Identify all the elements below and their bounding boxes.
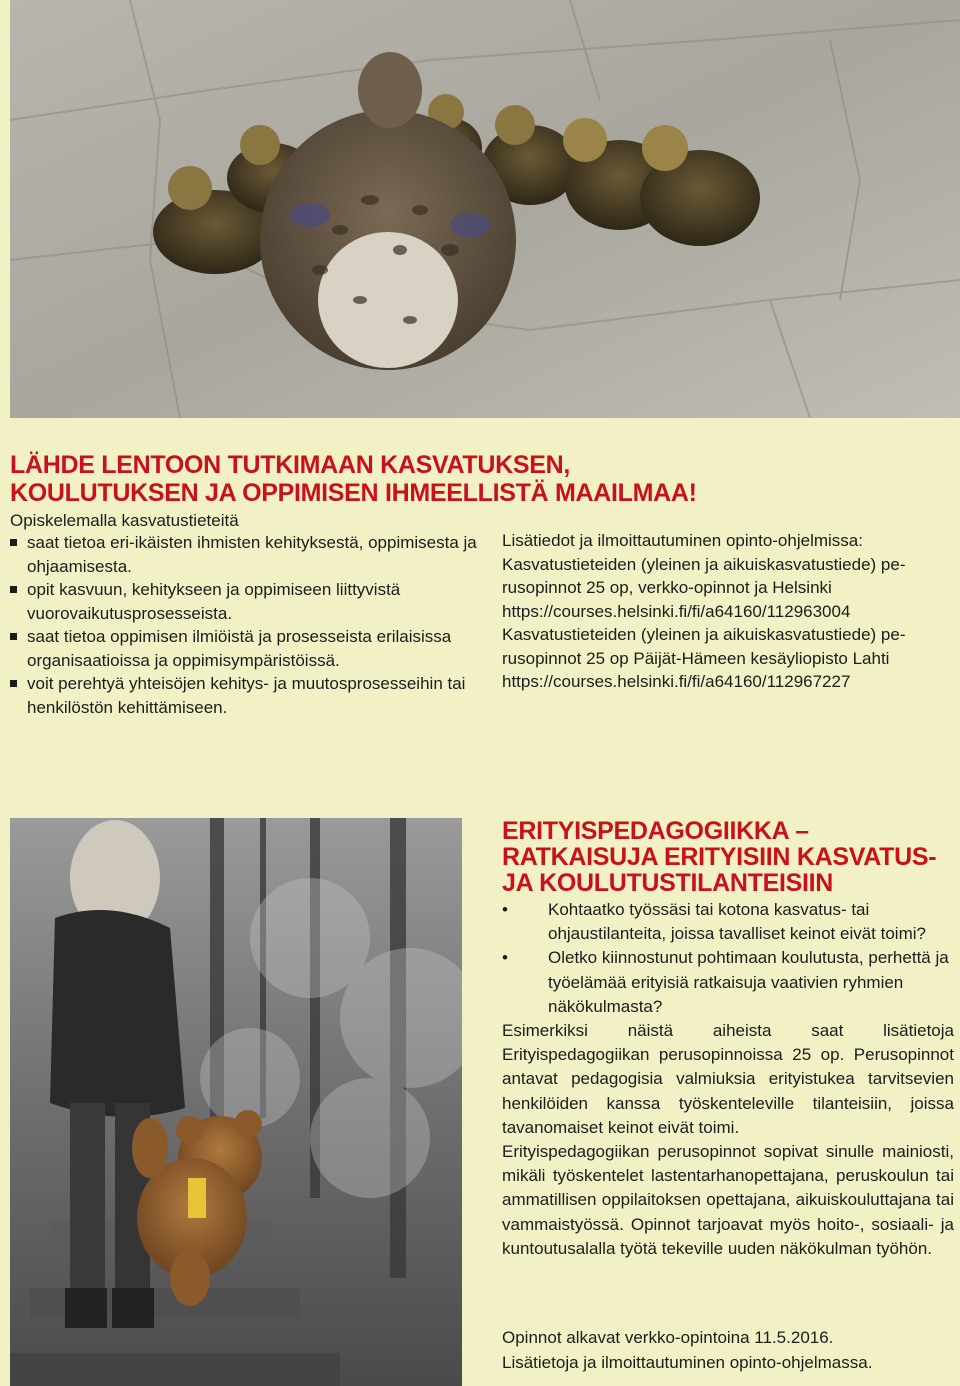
study-benefits-list bbox=[10, 531, 480, 719]
paragraph: Erityispedagogiikan perusopinnot sopivat sinulle mainiosti, mikäli työskentelet lastentarhanopettajana, peruskoulun tai ammatillisen oppilaitoksen opettajana, aikuiskouluttajana tai vammaistyössä. Opinnot tarjoavat myös hoito-, sosiaali- ja kuntoutusalalla työtä tekeville uuden näkökulman työhön. bbox=[502, 1142, 954, 1258]
info-line: Kasvatustieteiden (yleinen ja aikuiskasvatustiede) pe- bbox=[502, 554, 906, 574]
enrollment-info bbox=[502, 529, 960, 694]
info-line: rusopinnot 25 op, verkko-opinnot ja Helsinki bbox=[502, 578, 832, 597]
info-line: Lisätiedot ja ilmoittautuminen opinto-ohjelmissa: bbox=[502, 531, 863, 550]
heading-line: RATKAISUJA ERITYISIIN KASVATUS- bbox=[502, 843, 937, 871]
enrollment-line: Lisätietoja ja ilmoittautuminen opinto-ohjelmassa. bbox=[502, 1352, 873, 1372]
paragraph: Esimerkiksi näistä aiheista saat lisätietoja Erityispedagogiikan perusopinnoissa 25 op. Perusopinnot antavat pedagogisia valmiuksia erityistukea tarvitsevien henkilöiden kanssa työskenteleville tilanteisiin, joissa tavanomaiset keinot eivät toimi. bbox=[502, 1021, 954, 1137]
heading-line: JA KOULUTUSTILANTEISIIN bbox=[502, 869, 834, 897]
list-item: voit perehtyä yhteisöjen kehitys- ja muutosprosesseihin tai henkilöstön kehittämiseen. bbox=[10, 672, 480, 719]
section-heading bbox=[10, 451, 697, 507]
special-education-body bbox=[502, 898, 954, 1261]
questions-list bbox=[502, 898, 954, 1019]
child-with-teddy-photo bbox=[10, 818, 462, 1386]
list-item: saat tietoa oppimisen ilmiöistä ja prosesseista erilaisissa organisaatioissa ja oppimisympäristöissä. bbox=[10, 625, 480, 672]
heading-line: ERITYISPEDAGOGIIKKA – bbox=[502, 817, 809, 845]
list-item: opit kasvuun, kehitykseen ja oppimiseen liittyvistä vuorovaikutusprosesseista. bbox=[10, 578, 480, 625]
course-link[interactable]: https://courses.helsinki.fi/fi/a64160/112967227 bbox=[502, 672, 851, 691]
intro-lead: Opiskelemalla kasvatustieteitä bbox=[10, 511, 239, 530]
duck-family-photo bbox=[10, 0, 960, 418]
closing-note bbox=[502, 1326, 872, 1375]
info-line: Kasvatustieteiden (yleinen ja aikuiskasvatustiede) pe- bbox=[502, 625, 906, 644]
list-item: saat tietoa eri-ikäisten ihmisten kehityksestä, oppimisesta ja ohjaamisesta. bbox=[10, 531, 480, 578]
heading-line: LÄHDE LENTOON TUTKIMAAN KASVATUKSEN, bbox=[10, 451, 571, 479]
info-line: rusopinnot 25 op Päijät-Hämeen kesäyliopisto Lahti bbox=[502, 648, 890, 668]
section-heading bbox=[502, 818, 936, 896]
course-link[interactable]: https://courses.helsinki.fi/fi/a64160/112963004 bbox=[502, 601, 851, 621]
list-item: • Oletko kiinnostunut pohtimaan koulutusta, perhettä ja työelämää erityisiä ratkaisuja vaativien ryhmien näkökulmasta? bbox=[502, 946, 954, 1019]
start-date-line: Opinnot alkavat verkko-opintoina 11.5.2016. bbox=[502, 1328, 834, 1347]
list-item: • Kohtaatko työssäsi tai kotona kasvatus- tai ohjaustilanteita, joissa tavalliset keinot eivät toimi? bbox=[502, 898, 954, 946]
heading-line: KOULUTUKSEN JA OPPIMISEN IHMEELLISTÄ MAAILMAA! bbox=[10, 479, 697, 507]
